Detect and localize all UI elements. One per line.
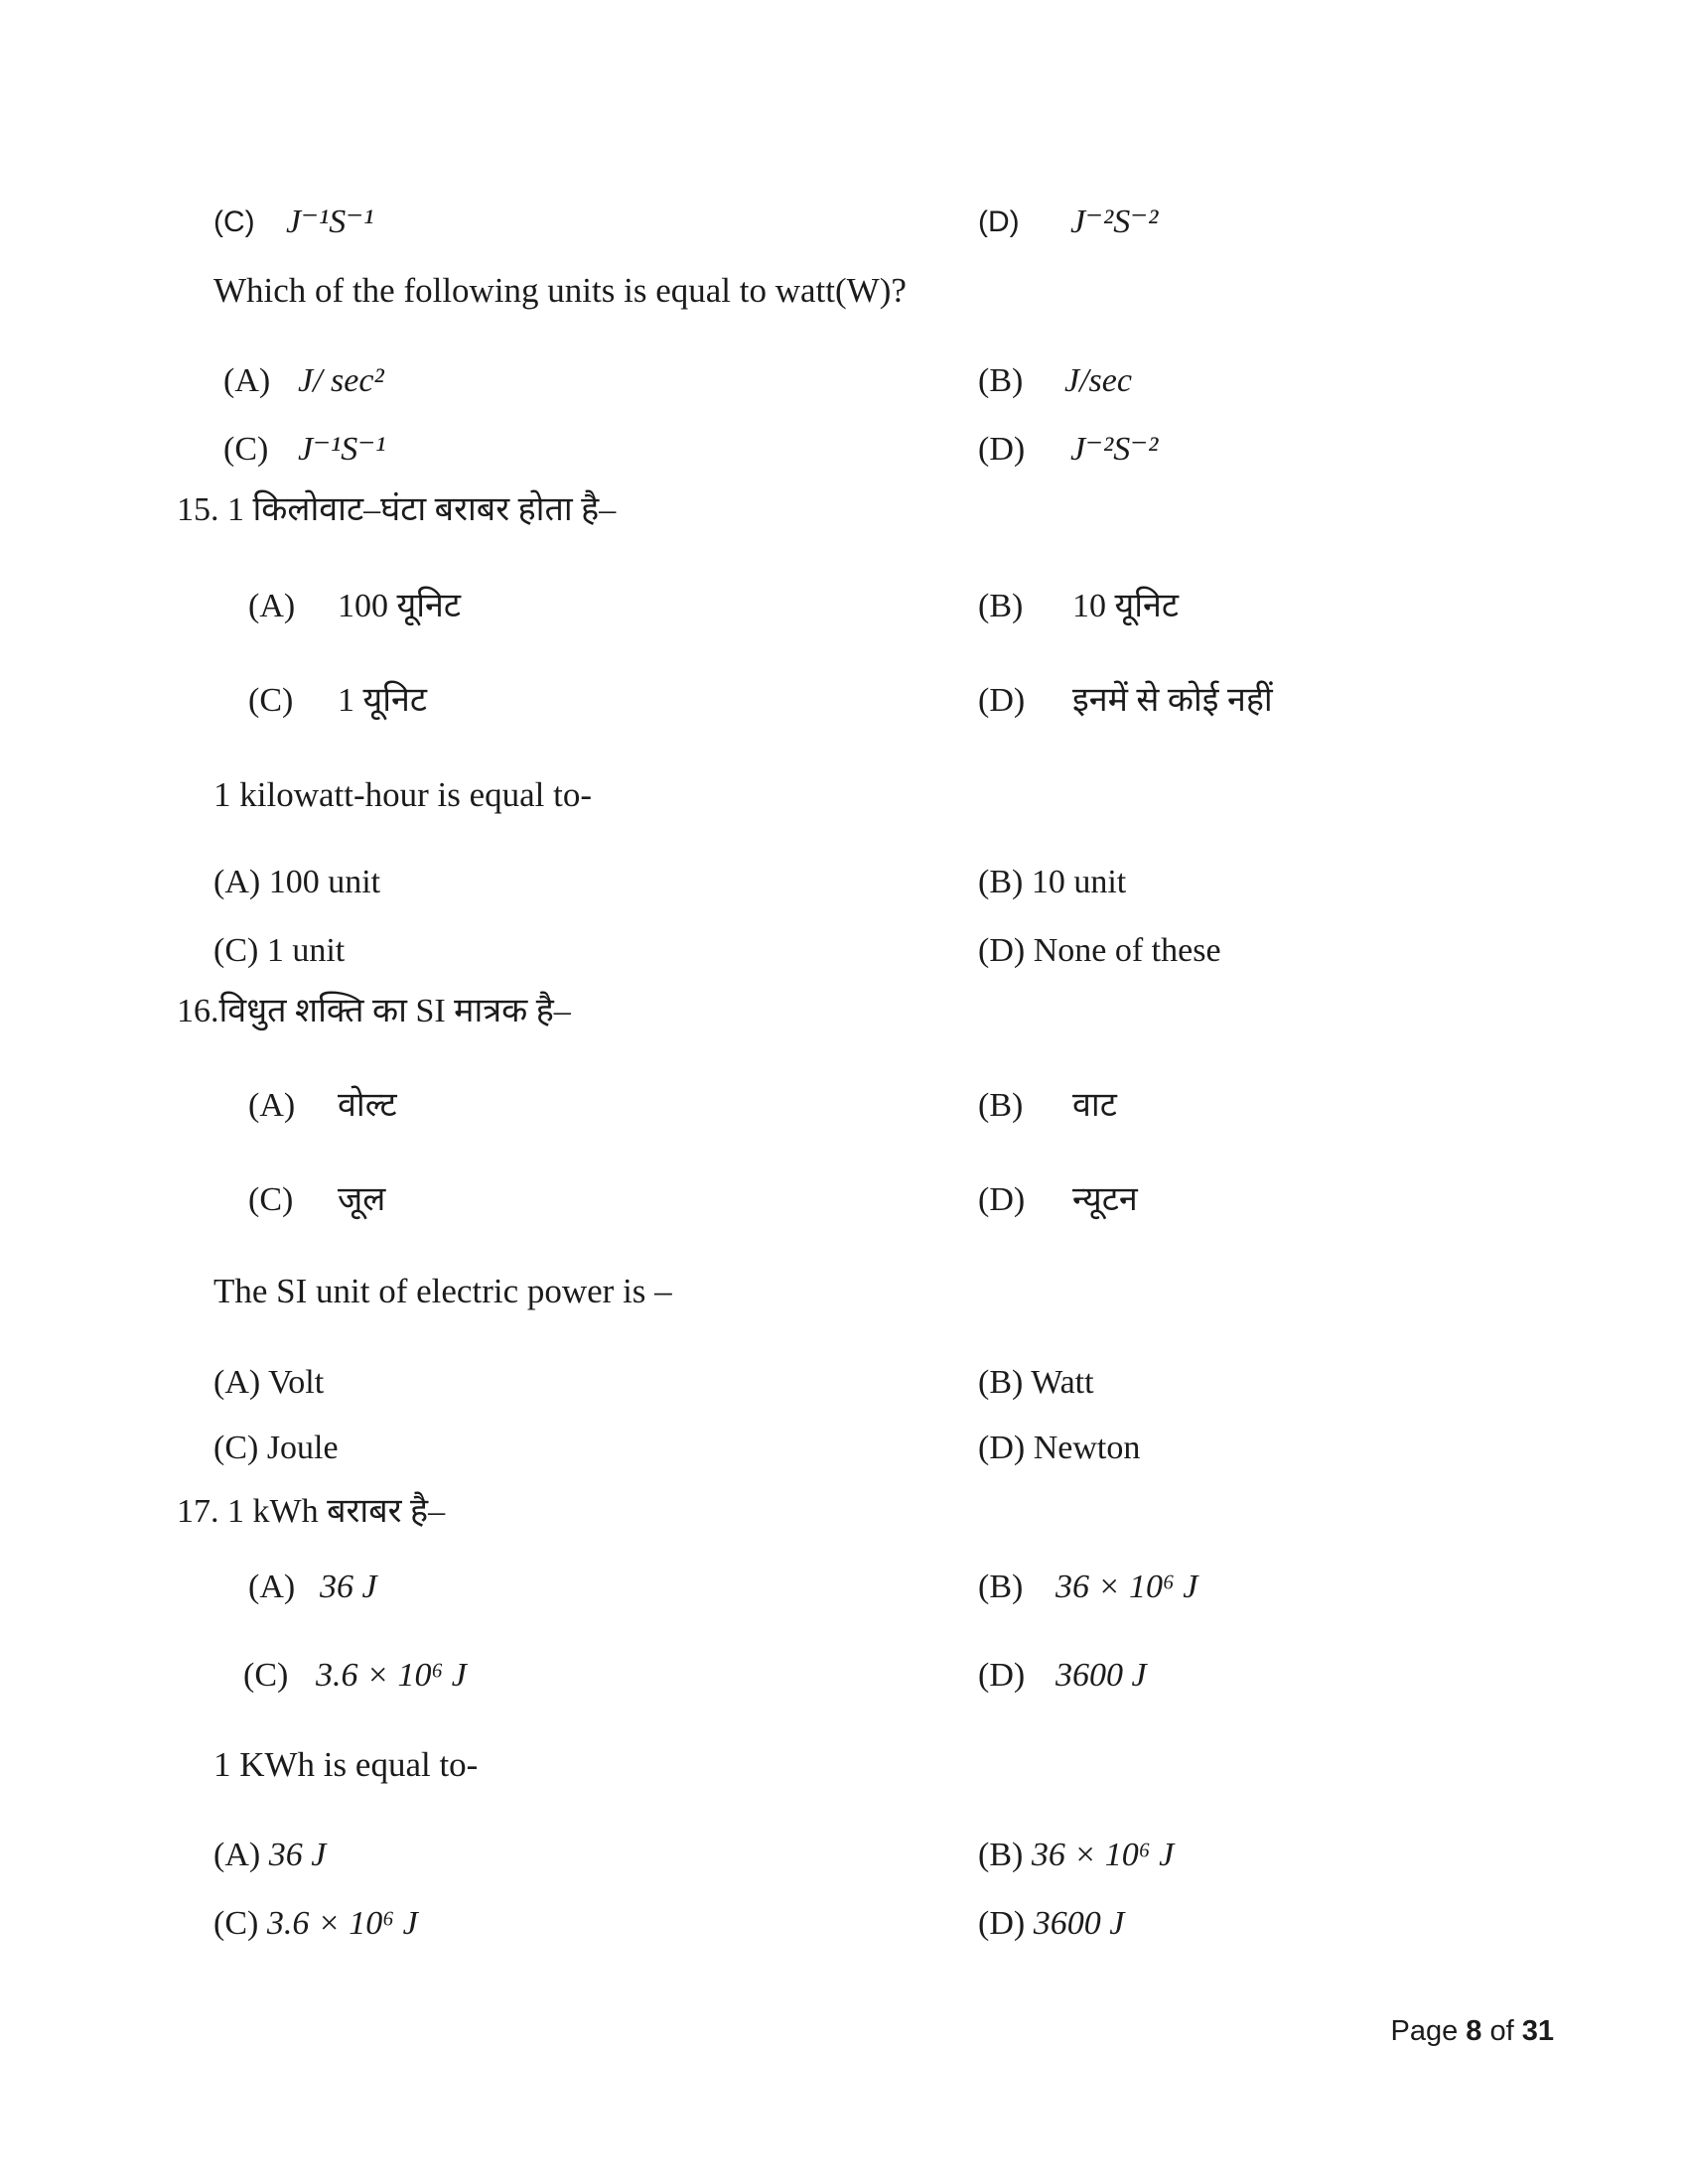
option-value-a: 100 unit: [268, 864, 381, 900]
option-value-c: 3.6 × 10⁶ J: [266, 1905, 418, 1942]
option-value-b: Watt: [1031, 1364, 1094, 1401]
option-value-c: 3.6 × 10⁶ J: [316, 1657, 467, 1694]
option-label-a: (A): [223, 362, 271, 399]
option-value-a: Volt: [268, 1364, 325, 1401]
option-c: [213, 1426, 339, 1471]
q14-options-row-cd-top: [0, 200, 1688, 245]
option-value-b: 36 × 10⁶ J: [1055, 1569, 1198, 1605]
option-value-b: 36 × 10⁶ J: [1031, 1837, 1175, 1873]
option-label-b: (B): [978, 1837, 1024, 1873]
option-label-d: (D): [978, 205, 1020, 238]
q17-options-row-ab: [0, 1565, 1688, 1610]
option-a: [213, 1360, 324, 1406]
option-label-a: (A): [213, 1837, 261, 1873]
option-c: [213, 928, 345, 974]
option-label-b: (B): [978, 362, 1024, 399]
footer-total-pages: 31: [1521, 2015, 1554, 2047]
option-label-d: (D): [978, 932, 1026, 969]
option-value-c: 1 unit: [266, 932, 346, 969]
option-label-c: (C): [223, 431, 269, 468]
option-label-b: (B): [978, 1364, 1024, 1401]
question-text-en: Which of the following units is equal to watt(W)?: [213, 271, 907, 310]
option-value-d: J⁻²S⁻²: [1070, 204, 1159, 240]
q16-options-en-row-ab: [0, 1360, 1688, 1406]
option-value-a: 36 J: [268, 1837, 327, 1873]
question-text-en: 1 KWh is equal to-: [213, 1745, 479, 1784]
option-value-b: 10 यूनिट: [1072, 588, 1180, 624]
option-value-c: जूल: [338, 1181, 386, 1218]
option-label-d: (D): [978, 1905, 1026, 1942]
q17-options-en-row-cd: [0, 1901, 1688, 1947]
option-label-d: (D): [978, 431, 1026, 468]
q16-heading-line: [0, 989, 1688, 1034]
q15-options-en-row-cd: [0, 928, 1688, 974]
footer-current-page: 8: [1466, 2015, 1482, 2047]
option-label-a: (A): [213, 864, 261, 900]
option-value-d: Newton: [1033, 1430, 1141, 1466]
option-value-d: 3600 J: [1055, 1657, 1147, 1694]
option-value-b: J/sec: [1064, 362, 1132, 399]
option-label-c: (C): [213, 205, 255, 238]
option-value-a: 36 J: [320, 1569, 377, 1605]
q14-options-row-ab: [0, 358, 1688, 404]
option-value-b: वाट: [1072, 1087, 1117, 1124]
option-label-d: (D): [978, 682, 1026, 719]
option-value-a: वोल्ट: [338, 1087, 397, 1124]
option-label-c: (C): [248, 682, 294, 719]
option-value-d: 3600 J: [1033, 1905, 1125, 1942]
option-label-d: (D): [978, 1430, 1026, 1466]
question-text-en: The SI unit of electric power is –: [213, 1272, 672, 1310]
q17-options-en-row-ab: [0, 1833, 1688, 1878]
option-d: [978, 928, 1221, 974]
option-value-a: 100 यूनिट: [338, 588, 462, 624]
q17-heading-line: [0, 1489, 1688, 1535]
option-label-a: (A): [248, 1569, 296, 1605]
option-d: [978, 1426, 1140, 1471]
option-label-a: (A): [213, 1364, 261, 1401]
question-heading-hi: 17. 1 kWh बराबर है–: [177, 1493, 446, 1530]
option-label-c: (C): [213, 1430, 259, 1466]
option-value-c: 1 यूनिट: [338, 682, 428, 719]
option-value-d: None of these: [1033, 932, 1221, 969]
option-label-b: (B): [978, 588, 1024, 624]
option-label-c: (C): [248, 1181, 294, 1218]
footer-of-label: of: [1489, 2015, 1514, 2047]
q16-options-en-row-cd: [0, 1426, 1688, 1471]
footer-page-label: Page: [1390, 2015, 1459, 2047]
option-d: [978, 1901, 1124, 1947]
option-b: [978, 860, 1126, 905]
q15-options-hi-row-ab: [0, 584, 1688, 629]
q15-options-hi-row-cd: [0, 678, 1688, 724]
q14-question-line: [0, 268, 1688, 314]
page-footer: [1390, 2015, 1554, 2047]
option-a: [213, 860, 380, 905]
q15-heading-line: [0, 487, 1688, 533]
q14-options-row-cd: [0, 427, 1688, 473]
question-heading-hi: 15. 1 किलोवाट–घंटा बराबर होता है–: [177, 491, 617, 528]
option-label-c: (C): [243, 1657, 289, 1694]
q17-options-row-cd: [0, 1653, 1688, 1699]
option-b: [978, 1360, 1094, 1406]
q15-options-en-row-ab: [0, 860, 1688, 905]
option-label-b: (B): [978, 1087, 1024, 1124]
option-label-b: (B): [978, 1569, 1024, 1605]
option-value-d: J⁻²S⁻²: [1070, 431, 1159, 468]
question-text-en: 1 kilowatt-hour is equal to-: [213, 775, 593, 814]
option-value-d: न्यूटन: [1072, 1181, 1138, 1218]
option-c: [213, 1901, 418, 1947]
option-value-b: 10 unit: [1031, 864, 1127, 900]
option-b: [978, 1833, 1174, 1878]
option-value-c: J⁻¹S⁻¹: [286, 204, 374, 240]
option-a: [213, 1833, 326, 1878]
option-label-a: (A): [248, 1087, 296, 1124]
q16-options-hi-row-cd: [0, 1177, 1688, 1223]
q16-options-hi-row-ab: [0, 1083, 1688, 1129]
option-value-d: इनमें से कोई नहीं: [1072, 682, 1273, 719]
option-label-b: (B): [978, 864, 1024, 900]
option-value-c: J⁻¹S⁻¹: [298, 431, 386, 468]
option-label-c: (C): [213, 932, 259, 969]
option-label-d: (D): [978, 1657, 1026, 1694]
q16-question-line-en: [0, 1269, 1688, 1314]
option-label-d: (D): [978, 1181, 1026, 1218]
option-label-c: (C): [213, 1905, 259, 1942]
option-value-c: Joule: [266, 1430, 339, 1466]
question-heading-hi: 16.विधुत शक्ति का SI मात्रक है–: [177, 993, 571, 1029]
option-value-a: J/ sec²: [298, 362, 384, 399]
q15-question-line-en: [0, 772, 1688, 818]
q17-question-line-en: [0, 1742, 1688, 1788]
option-label-a: (A): [248, 588, 296, 624]
